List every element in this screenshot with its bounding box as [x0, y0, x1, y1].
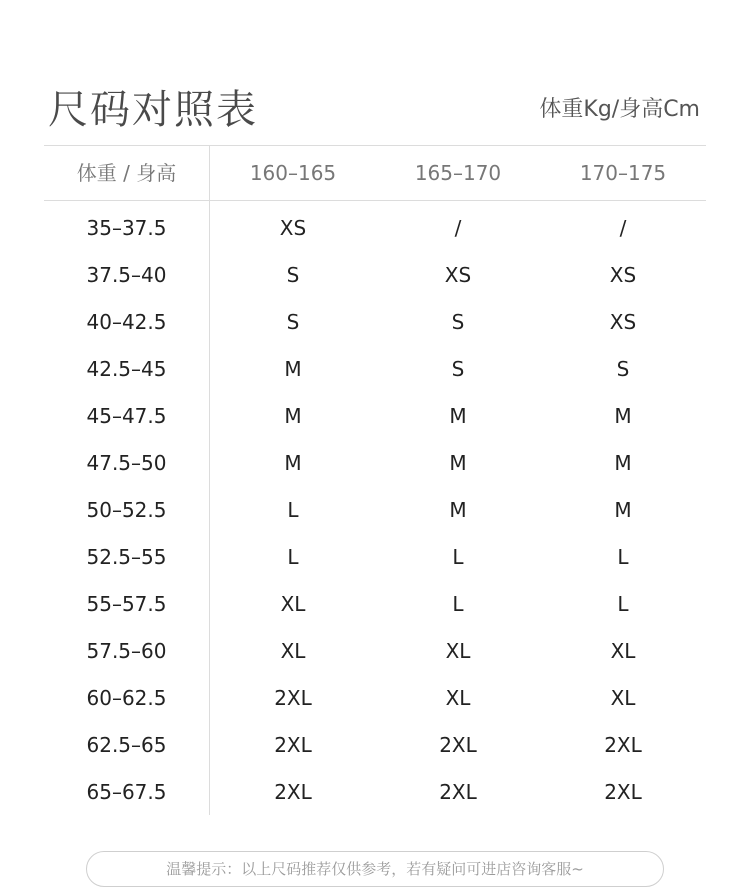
- size-cell: XS: [609, 263, 637, 287]
- size-cell: S: [616, 357, 630, 381]
- size-cell: S: [451, 310, 465, 334]
- size-cell: M: [449, 404, 467, 428]
- header: [44, 72, 706, 144]
- weight-cell: 47.5–50: [86, 451, 167, 475]
- weight-cell: 52.5–55: [86, 545, 167, 569]
- size-cell: 2XL: [439, 780, 477, 804]
- size-cell: XS: [609, 310, 637, 334]
- table-row: [44, 581, 706, 628]
- weight-cell: 37.5–40: [86, 263, 167, 287]
- weight-cell: 45–47.5: [86, 404, 167, 428]
- size-cell: L: [452, 545, 464, 569]
- weight-cell: 60–62.5: [86, 686, 167, 710]
- size-cell: XS: [444, 263, 472, 287]
- table-row: [44, 534, 706, 581]
- size-cell: XS: [279, 216, 307, 240]
- size-cell: 2XL: [439, 733, 477, 757]
- table-row: [44, 440, 706, 487]
- size-cell: L: [617, 592, 629, 616]
- size-cell: XL: [610, 686, 636, 710]
- size-cell: 2XL: [274, 686, 312, 710]
- size-cell: 2XL: [274, 780, 312, 804]
- size-cell: XL: [445, 639, 471, 663]
- size-cell: /: [454, 216, 462, 240]
- size-tip-note: 温馨提示：以上尺码推荐仅供参考，若有疑问可进店咨询客服~: [86, 851, 664, 887]
- size-cell: M: [284, 357, 302, 381]
- size-cell: XL: [610, 639, 636, 663]
- size-cell: L: [617, 545, 629, 569]
- weight-cell: 65–67.5: [86, 780, 167, 804]
- size-cell: M: [284, 404, 302, 428]
- table-header: [44, 146, 706, 200]
- weight-cell: 62.5–65: [86, 733, 167, 757]
- size-cell: XL: [280, 592, 306, 616]
- size-cell: L: [287, 498, 299, 522]
- page-title: 尺码对照表: [48, 87, 258, 133]
- table-row: [44, 769, 706, 816]
- table-header-divider: [44, 200, 706, 201]
- table-row: [44, 675, 706, 722]
- size-cell: L: [452, 592, 464, 616]
- table-row: [44, 628, 706, 675]
- weight-cell: 42.5–45: [86, 357, 167, 381]
- weight-cell: 50–52.5: [86, 498, 167, 522]
- weight-cell: 55–57.5: [86, 592, 167, 616]
- table-row: [44, 205, 706, 252]
- size-cell: L: [287, 545, 299, 569]
- size-cell: S: [286, 310, 300, 334]
- table-row: [44, 393, 706, 440]
- size-cell: /: [619, 216, 627, 240]
- size-cell: M: [614, 404, 632, 428]
- size-cell: M: [614, 498, 632, 522]
- size-cell: XL: [280, 639, 306, 663]
- size-cell: M: [284, 451, 302, 475]
- size-cell: M: [449, 451, 467, 475]
- size-cell: M: [614, 451, 632, 475]
- header-weight-height: 体重 / 身高: [76, 161, 177, 185]
- header-height-165-170: 165–170: [414, 161, 502, 185]
- table-row: [44, 299, 706, 346]
- table-row: [44, 722, 706, 769]
- table-row: [44, 487, 706, 534]
- table-row: [44, 346, 706, 393]
- units-subtitle: 体重Kg/身高Cm: [539, 97, 700, 122]
- size-cell: XL: [445, 686, 471, 710]
- size-cell: 2XL: [274, 733, 312, 757]
- header-height-160-165: 160–165: [249, 161, 337, 185]
- size-cell: S: [451, 357, 465, 381]
- size-cell: S: [286, 263, 300, 287]
- size-cell: M: [449, 498, 467, 522]
- weight-cell: 57.5–60: [86, 639, 167, 663]
- header-height-170-175: 170–175: [579, 161, 667, 185]
- weight-cell: 35–37.5: [86, 216, 167, 240]
- weight-cell: 40–42.5: [86, 310, 167, 334]
- size-table-body: [44, 205, 706, 816]
- size-cell: 2XL: [604, 733, 642, 757]
- size-cell: 2XL: [604, 780, 642, 804]
- table-row: [44, 252, 706, 299]
